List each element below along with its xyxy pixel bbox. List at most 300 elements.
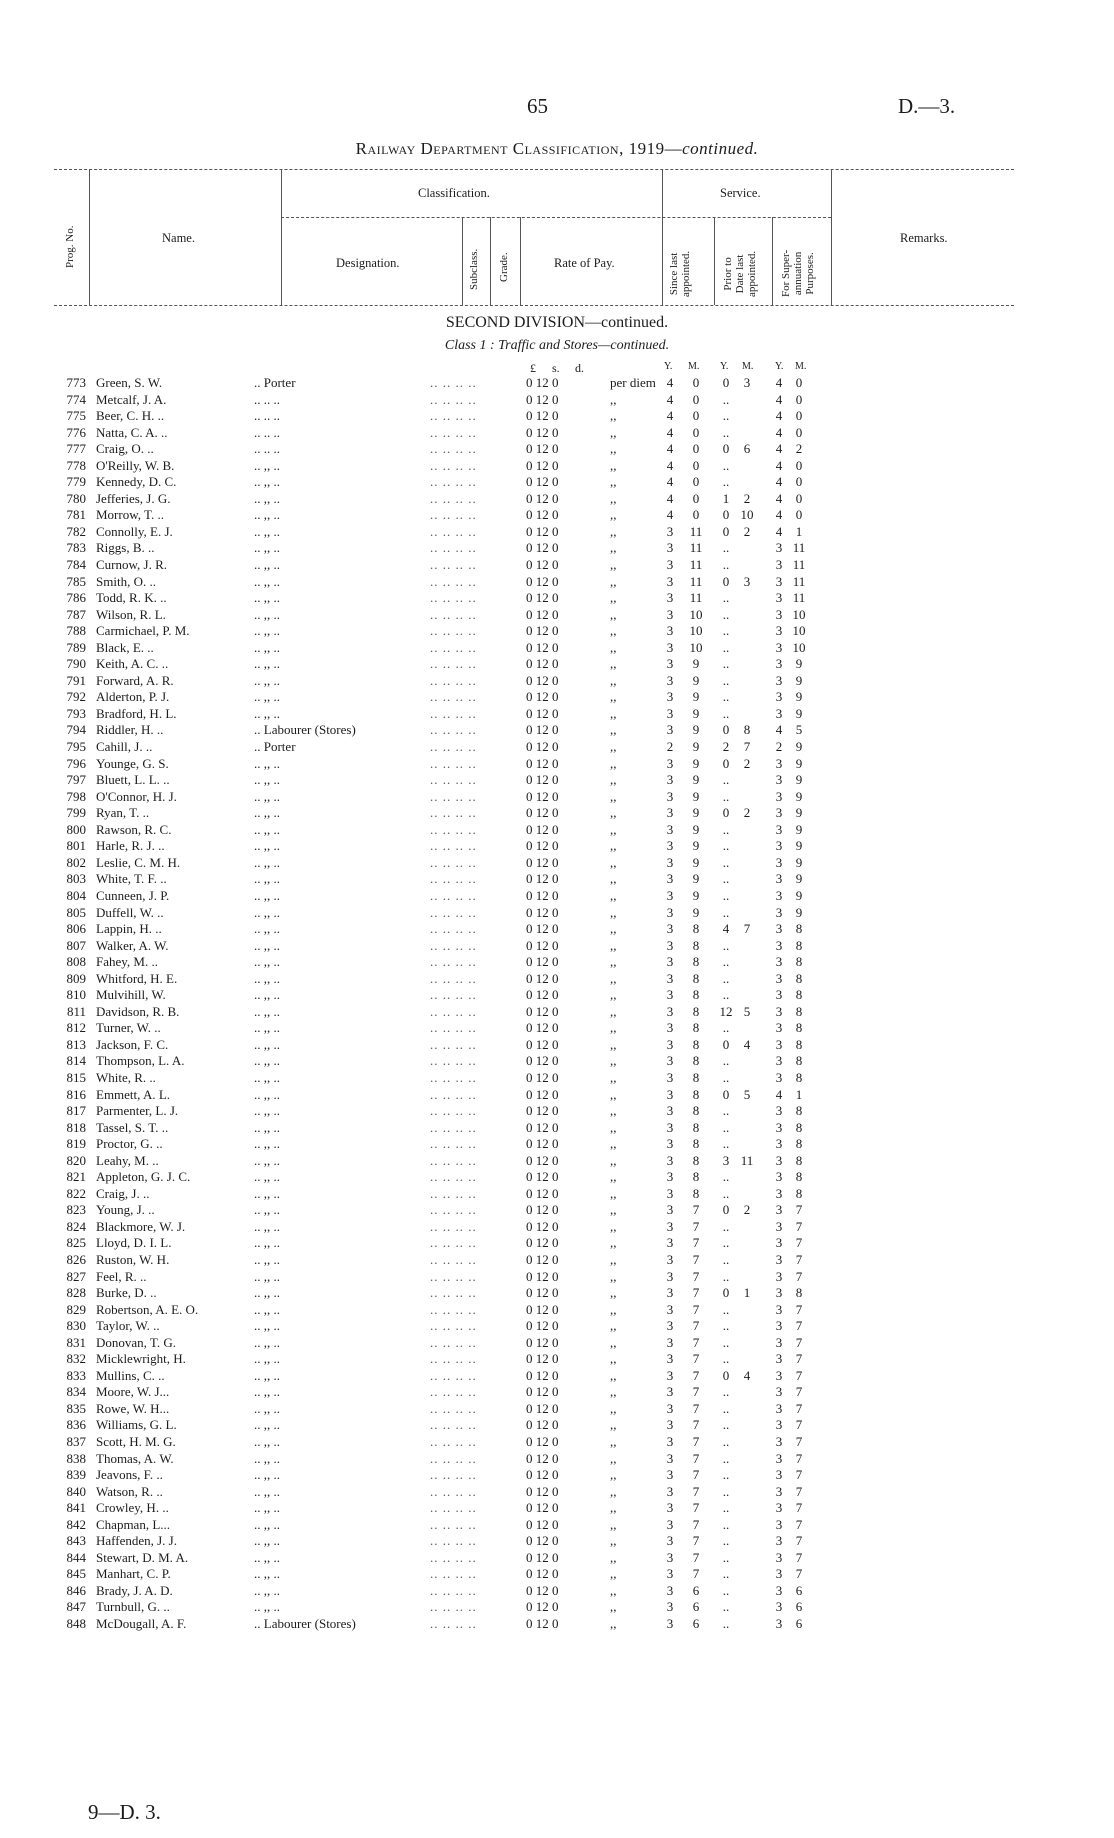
pay-period: ,,: [610, 1582, 617, 1598]
header-grade: Grade.: [498, 252, 510, 282]
prior-months: 3: [743, 375, 751, 390]
rate-of-pay: 0 12 0: [526, 441, 559, 457]
rate-of-pay: 0 12 0: [526, 805, 559, 821]
prior-years: ..: [722, 904, 730, 920]
since-years: 3: [666, 639, 674, 655]
super-years: 3: [775, 1417, 783, 1433]
since-months: 8: [692, 1003, 700, 1019]
leader-dots: .. .. .. ..: [430, 1202, 477, 1218]
pay-period: ,,: [610, 1400, 617, 1416]
prog-no: 829: [66, 1301, 86, 1317]
pay-period: ,,: [610, 1301, 617, 1317]
since-months: 9: [692, 689, 700, 705]
prog-no: 827: [66, 1268, 86, 1284]
leader-dots: .. .. .. ..: [430, 1616, 477, 1632]
prog-no: 783: [66, 540, 86, 556]
prior-months: 8: [743, 722, 751, 738]
designation: .. ,, ..: [254, 1053, 280, 1069]
since-months: 8: [692, 1136, 700, 1152]
rate-of-pay: 0 12 0: [526, 507, 559, 523]
unit-shillings: s.: [552, 361, 560, 375]
super-months: 9: [795, 739, 803, 755]
table-row: [0, 1583, 1114, 1600]
employee-name: Craig, O. ..: [96, 441, 154, 457]
prior-years: ..: [722, 1301, 730, 1317]
designation: .. ,, ..: [254, 1251, 280, 1267]
pay-period: ,,: [610, 954, 617, 970]
prior-years: 0: [722, 722, 730, 738]
leader-dots: .. .. .. ..: [430, 1384, 477, 1400]
employee-name: Natta, C. A. ..: [96, 424, 168, 440]
rate-of-pay: 0 12 0: [526, 954, 559, 970]
table-row: [0, 540, 1114, 557]
pay-period: ,,: [610, 821, 617, 837]
employee-name: Smith, O. ..: [96, 573, 156, 589]
since-months: 7: [692, 1516, 700, 1532]
super-years: 3: [775, 871, 783, 887]
pay-period: ,,: [610, 1285, 617, 1301]
super-years: 3: [775, 1434, 783, 1449]
unit-pence: d.: [575, 361, 584, 375]
prog-no: 826: [66, 1251, 86, 1267]
prior-months: 2: [743, 805, 751, 821]
prog-no: 824: [66, 1218, 86, 1234]
header-divider: [89, 169, 90, 305]
designation: .. .. ..: [254, 424, 280, 440]
designation: .. ,, ..: [254, 573, 280, 589]
super-years: 3: [775, 755, 783, 771]
pay-period: ,,: [610, 1450, 617, 1466]
prior-years: ..: [722, 1268, 730, 1284]
super-months: 8: [795, 987, 803, 1003]
super-months: 9: [795, 838, 803, 854]
super-months: 8: [795, 954, 803, 970]
employee-name: Turner, W. ..: [96, 1020, 161, 1036]
leader-dots: .. .. .. ..: [430, 457, 477, 473]
since-years: 3: [666, 1202, 674, 1218]
table-row: [0, 1219, 1114, 1236]
prior-months: 3: [743, 573, 751, 589]
super-months: 9: [795, 904, 803, 920]
prior-years: ..: [722, 1516, 730, 1532]
leader-dots: .. .. .. ..: [430, 1334, 477, 1350]
designation: .. ,, ..: [254, 1367, 280, 1383]
employee-name: Lloyd, D. I. L.: [96, 1235, 172, 1251]
table-row: [0, 871, 1114, 888]
leader-dots: .. .. .. ..: [430, 1053, 477, 1069]
employee-name: Manhart, C. P.: [96, 1566, 171, 1582]
designation: .. ,, ..: [254, 1434, 280, 1449]
super-years: 3: [775, 772, 783, 788]
super-years: 3: [775, 1119, 783, 1135]
prog-no: 844: [66, 1549, 86, 1565]
designation: .. ,, ..: [254, 821, 280, 837]
prior-years: ..: [722, 474, 730, 490]
since-years: 3: [666, 1251, 674, 1267]
super-years: 4: [775, 391, 783, 407]
unit-months: M.: [688, 361, 700, 372]
prior-months: 2: [743, 523, 751, 539]
designation: .. ,, ..: [254, 1103, 280, 1119]
super-months: 7: [795, 1417, 803, 1433]
since-months: 7: [692, 1384, 700, 1400]
employee-name: Jeavons, F. ..: [96, 1467, 163, 1483]
table-row: [0, 1302, 1114, 1319]
header-service: Service.: [720, 186, 761, 200]
prog-no: 812: [66, 1020, 86, 1036]
leader-dots: .. .. .. ..: [430, 672, 477, 688]
super-years: 4: [775, 490, 783, 506]
leader-dots: .. .. .. ..: [430, 689, 477, 705]
rate-of-pay: 0 12 0: [526, 838, 559, 854]
super-months: 8: [795, 921, 803, 937]
pay-period: ,,: [610, 871, 617, 887]
employee-name: Tassel, S. T. ..: [96, 1119, 169, 1135]
designation: .. ,, ..: [254, 689, 280, 705]
leader-dots: .. .. .. ..: [430, 1069, 477, 1085]
employee-name: Chapman, L...: [96, 1516, 171, 1532]
prog-no: 780: [66, 490, 86, 506]
prior-years: ..: [722, 1549, 730, 1565]
prog-no: 838: [66, 1450, 86, 1466]
rate-of-pay: 0 12 0: [526, 1235, 559, 1251]
super-months: 7: [795, 1268, 803, 1284]
table-row: [0, 1004, 1114, 1021]
super-years: 4: [775, 1086, 783, 1102]
table-row: [0, 971, 1114, 988]
pay-period: ,,: [610, 755, 617, 771]
pay-period: ,,: [610, 540, 617, 556]
super-years: 3: [775, 854, 783, 870]
table-row: [0, 656, 1114, 673]
employee-name: Blackmore, W. J.: [96, 1218, 186, 1234]
since-years: 3: [666, 788, 674, 804]
since-months: 9: [692, 887, 700, 903]
leader-dots: .. .. .. ..: [430, 606, 477, 622]
leader-dots: .. .. .. ..: [430, 1599, 477, 1615]
employee-name: Fahey, M. ..: [96, 954, 158, 970]
since-years: 3: [666, 772, 674, 788]
header-prior-to-date: Prior to Date last appointed.: [722, 250, 758, 297]
since-years: 3: [666, 1136, 674, 1152]
leader-dots: .. .. .. ..: [430, 739, 477, 755]
employee-name: Mulvihill, W.: [96, 987, 166, 1003]
designation: .. Porter: [254, 375, 296, 390]
super-years: 3: [775, 1516, 783, 1532]
employee-name: Williams, G. L.: [96, 1417, 177, 1433]
rate-of-pay: 0 12 0: [526, 1136, 559, 1152]
prior-years: ..: [722, 656, 730, 672]
prior-years: ..: [722, 424, 730, 440]
prog-no: 815: [66, 1069, 86, 1085]
prior-years: ..: [722, 987, 730, 1003]
prog-no: 846: [66, 1582, 86, 1598]
employee-name: Thomas, A. W.: [96, 1450, 174, 1466]
header-divider: [281, 169, 282, 305]
prior-years: 0: [722, 1367, 730, 1383]
super-years: 3: [775, 821, 783, 837]
table-row: [0, 1517, 1114, 1534]
leader-dots: .. .. .. ..: [430, 871, 477, 887]
designation: .. ,, ..: [254, 937, 280, 953]
super-months: 1: [795, 523, 803, 539]
pay-period: ,,: [610, 1334, 617, 1350]
since-months: 8: [692, 1020, 700, 1036]
designation: .. ,, ..: [254, 805, 280, 821]
since-years: 3: [666, 1483, 674, 1499]
employee-name: Jackson, F. C.: [96, 1036, 169, 1052]
employee-name: Young, J. ..: [96, 1202, 155, 1218]
prior-years: ..: [722, 1434, 730, 1449]
super-years: 3: [775, 672, 783, 688]
pay-period: ,,: [610, 887, 617, 903]
table-row: [0, 921, 1114, 938]
prior-years: ..: [722, 1218, 730, 1234]
designation: .. ,, ..: [254, 474, 280, 490]
super-years: 3: [775, 921, 783, 937]
super-months: 11: [792, 540, 806, 556]
designation: .. ,, ..: [254, 1318, 280, 1334]
super-months: 0: [795, 424, 803, 440]
rate-of-pay: 0 12 0: [526, 937, 559, 953]
super-years: 3: [775, 937, 783, 953]
prior-years: ..: [722, 1566, 730, 1582]
rate-of-pay: 0 12 0: [526, 1467, 559, 1483]
table-row: [0, 805, 1114, 822]
header-rate-of-pay: Rate of Pay.: [554, 256, 615, 270]
since-years: 3: [666, 1103, 674, 1119]
rate-of-pay: 0 12 0: [526, 523, 559, 539]
leader-dots: .. .. .. ..: [430, 557, 477, 573]
prior-years: ..: [722, 871, 730, 887]
header-since-last-appointed: Since last appointed.: [668, 250, 692, 297]
table-row: [0, 1053, 1114, 1070]
pay-period: ,,: [610, 1086, 617, 1102]
designation: .. ,, ..: [254, 557, 280, 573]
pay-period: ,,: [610, 573, 617, 589]
rate-of-pay: 0 12 0: [526, 672, 559, 688]
prior-years: 0: [722, 441, 730, 457]
rate-of-pay: 0 12 0: [526, 573, 559, 589]
prior-years: ..: [722, 1169, 730, 1185]
prog-no: 822: [66, 1185, 86, 1201]
table-row: [0, 1020, 1114, 1037]
designation: .. ,, ..: [254, 1235, 280, 1251]
prior-years: ..: [722, 788, 730, 804]
designation: .. ,, ..: [254, 954, 280, 970]
table-row: [0, 1500, 1114, 1517]
header-top-rule: [54, 169, 1014, 170]
table-row: [0, 590, 1114, 607]
rate-of-pay: 0 12 0: [526, 1367, 559, 1383]
since-months: 9: [692, 772, 700, 788]
prog-no: 833: [66, 1367, 86, 1383]
prior-years: ..: [722, 1417, 730, 1433]
prog-no: 798: [66, 788, 86, 804]
since-months: 8: [692, 1103, 700, 1119]
designation: .. ,, ..: [254, 1516, 280, 1532]
prog-no: 832: [66, 1351, 86, 1367]
designation: .. .. ..: [254, 408, 280, 424]
super-years: 3: [775, 1036, 783, 1052]
pay-period: ,,: [610, 1599, 617, 1615]
prog-no: 821: [66, 1169, 86, 1185]
super-months: 2: [795, 441, 803, 457]
super-years: 3: [775, 1400, 783, 1416]
prog-no: 779: [66, 474, 86, 490]
designation: .. ,, ..: [254, 1268, 280, 1284]
prog-no: 787: [66, 606, 86, 622]
designation: .. ,, ..: [254, 1086, 280, 1102]
table-row: [0, 441, 1114, 458]
super-months: 6: [795, 1599, 803, 1615]
super-months: 9: [795, 821, 803, 837]
rate-of-pay: 0 12 0: [526, 1169, 559, 1185]
employee-name: Leahy, M. ..: [96, 1152, 159, 1168]
employee-name: Cunneen, J. P.: [96, 887, 170, 903]
since-months: 7: [692, 1318, 700, 1334]
rate-of-pay: 0 12 0: [526, 987, 559, 1003]
since-years: 3: [666, 1500, 674, 1516]
since-years: 4: [666, 474, 674, 490]
table-row: [0, 1417, 1114, 1434]
leader-dots: .. .. .. ..: [430, 921, 477, 937]
table-row: [0, 1550, 1114, 1567]
rate-of-pay: 0 12 0: [526, 772, 559, 788]
designation: .. Labourer (Stores): [254, 1616, 356, 1632]
prog-no: 794: [66, 722, 86, 738]
leader-dots: .. .. .. ..: [430, 722, 477, 738]
leader-dots: .. .. .. ..: [430, 937, 477, 953]
rate-of-pay: 0 12 0: [526, 1318, 559, 1334]
since-months: 9: [692, 854, 700, 870]
since-months: 8: [692, 1036, 700, 1052]
since-years: 3: [666, 1351, 674, 1367]
designation: .. ,, ..: [254, 1417, 280, 1433]
prog-no: 782: [66, 523, 86, 539]
rate-of-pay: 0 12 0: [526, 788, 559, 804]
super-years: 3: [775, 1318, 783, 1334]
designation: .. ,, ..: [254, 672, 280, 688]
prior-years: ..: [722, 1616, 730, 1632]
since-years: 4: [666, 375, 674, 390]
designation: .. ,, ..: [254, 970, 280, 986]
pay-period: ,,: [610, 1069, 617, 1085]
prog-no: 823: [66, 1202, 86, 1218]
prior-years: ..: [722, 937, 730, 953]
designation: .. ,, ..: [254, 1003, 280, 1019]
prog-no: 776: [66, 424, 86, 440]
rate-of-pay: 0 12 0: [526, 1334, 559, 1350]
prior-years: 0: [722, 507, 730, 523]
employee-name: Wilson, R. L.: [96, 606, 166, 622]
since-months: 9: [692, 722, 700, 738]
leader-dots: .. .. .. ..: [430, 1119, 477, 1135]
designation: .. ,, ..: [254, 490, 280, 506]
super-months: 7: [795, 1549, 803, 1565]
rate-of-pay: 0 12 0: [526, 1020, 559, 1036]
designation: .. ,, ..: [254, 871, 280, 887]
since-months: 7: [692, 1301, 700, 1317]
table-row: [0, 855, 1114, 872]
since-months: 7: [692, 1450, 700, 1466]
prog-no: 830: [66, 1318, 86, 1334]
employee-name: Lappin, H. ..: [96, 921, 162, 937]
since-months: 7: [692, 1235, 700, 1251]
employee-name: Connolly, E. J.: [96, 523, 173, 539]
leader-dots: .. .. .. ..: [430, 474, 477, 490]
super-months: 9: [795, 805, 803, 821]
prior-years: ..: [722, 1351, 730, 1367]
designation: .. ,, ..: [254, 1334, 280, 1350]
designation: .. ,, ..: [254, 838, 280, 854]
employee-name: Watson, R. ..: [96, 1483, 163, 1499]
since-years: 3: [666, 1434, 674, 1449]
super-years: 3: [775, 1450, 783, 1466]
since-years: 3: [666, 1467, 674, 1483]
prior-months: 7: [743, 739, 751, 755]
super-years: 3: [775, 1351, 783, 1367]
since-months: 8: [692, 1152, 700, 1168]
prog-no: 835: [66, 1400, 86, 1416]
leader-dots: .. .. .. ..: [430, 540, 477, 556]
prior-years: 0: [722, 1036, 730, 1052]
rate-of-pay: 0 12 0: [526, 1202, 559, 1218]
designation: .. ,, ..: [254, 904, 280, 920]
since-months: 9: [692, 705, 700, 721]
employee-name: Stewart, D. M. A.: [96, 1549, 189, 1565]
since-years: 2: [666, 739, 674, 755]
table-row: [0, 905, 1114, 922]
designation: .. ,, ..: [254, 1218, 280, 1234]
super-months: 7: [795, 1516, 803, 1532]
prior-years: ..: [722, 970, 730, 986]
prior-years: ..: [722, 954, 730, 970]
pay-period: ,,: [610, 788, 617, 804]
since-months: 6: [692, 1582, 700, 1598]
super-months: 8: [795, 937, 803, 953]
leader-dots: .. .. .. ..: [430, 755, 477, 771]
table-row: [0, 1384, 1114, 1401]
header-prog-no: Prog. No.: [64, 225, 76, 268]
since-months: 7: [692, 1400, 700, 1416]
since-years: 3: [666, 1334, 674, 1350]
super-months: 11: [792, 557, 806, 573]
designation: .. ,, ..: [254, 1467, 280, 1483]
since-years: 3: [666, 921, 674, 937]
table-row: [0, 1616, 1114, 1633]
since-years: 3: [666, 540, 674, 556]
prog-no: 802: [66, 854, 86, 870]
designation: .. ,, ..: [254, 623, 280, 639]
since-months: 11: [689, 540, 703, 556]
leader-dots: .. .. .. ..: [430, 1549, 477, 1565]
rate-of-pay: 0 12 0: [526, 871, 559, 887]
prior-months: 2: [743, 1202, 751, 1218]
prog-no: 793: [66, 705, 86, 721]
employee-name: Feel, R. ..: [96, 1268, 147, 1284]
since-months: 8: [692, 1086, 700, 1102]
employee-name: Micklewright, H.: [96, 1351, 186, 1367]
table-row: [0, 1186, 1114, 1203]
pay-period: ,,: [610, 904, 617, 920]
employee-name: Taylor, W. ..: [96, 1318, 160, 1334]
prior-years: ..: [722, 672, 730, 688]
prog-no: 845: [66, 1566, 86, 1582]
prog-no: 816: [66, 1086, 86, 1102]
designation: .. ,, ..: [254, 1351, 280, 1367]
leader-dots: .. .. .. ..: [430, 1467, 477, 1483]
